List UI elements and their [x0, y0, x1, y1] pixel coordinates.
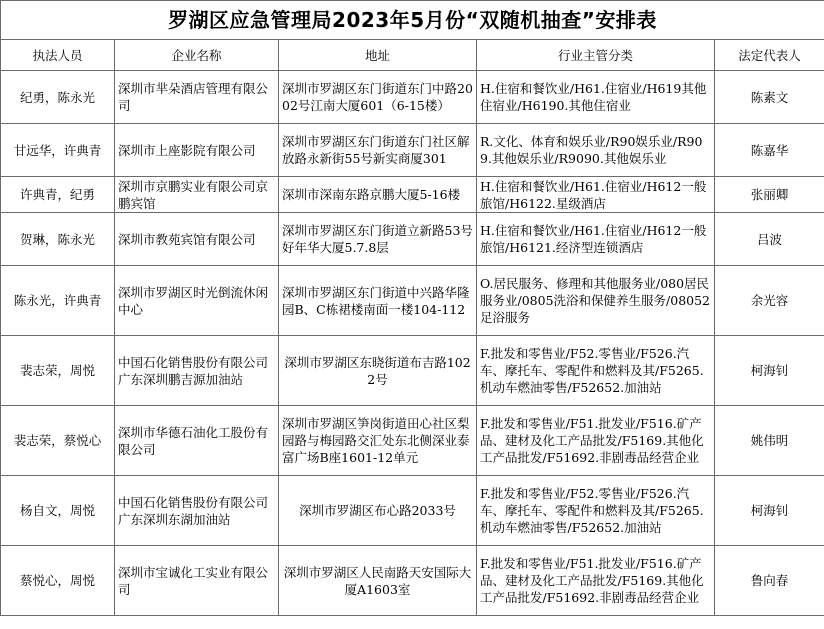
table-row [1, 476, 824, 546]
cell-address[interactable]: 深圳市罗湖区东门街道东门中路2002号江南大厦601（6-15楼） [279, 71, 477, 124]
cell-address[interactable]: 深圳市罗湖区东门街道中兴路华隆园B、C栋裙楼南面一楼104-112 [279, 266, 477, 336]
cell-company[interactable]: 深圳市芈朵酒店管理有限公司 [115, 71, 279, 124]
cell-industry[interactable]: F.批发和零售业/F51.批发业/F516.矿产品、建材及化工产品批发/F5169.其他化工产品批发/F51692.非剧毒品经营企业 [477, 406, 715, 476]
cell-company[interactable]: 中国石化销售股份有限公司广东深圳东湖加油站 [115, 476, 279, 546]
cell-industry[interactable]: R.文化、体育和娱乐业/R90娱乐业/R909.其他娱乐业/R9090.其他娱乐业 [477, 124, 715, 177]
cell-company[interactable]: 深圳市宝诚化工实业有限公司 [115, 546, 279, 616]
cell-legal-rep[interactable]: 鲁向春 [715, 546, 824, 616]
cell-company[interactable]: 深圳市京鹏实业有限公司京鹏宾馆 [115, 177, 279, 213]
cell-industry[interactable]: H.住宿和餐饮业/H61.住宿业/H612一般旅馆/H6122.星级酒店 [477, 177, 715, 213]
table-row [1, 266, 824, 336]
cell-address[interactable]: 深圳市罗湖区布心路2033号 [279, 476, 477, 546]
cell-company[interactable]: 深圳市教苑宾馆有限公司 [115, 213, 279, 266]
cell-officers[interactable]: 裴志荣，周悦 [1, 336, 115, 406]
cell-address[interactable]: 深圳市罗湖区人民南路天安国际大厦A1603室 [279, 546, 477, 616]
table-row [1, 124, 824, 177]
cell-officers[interactable]: 杨自文，周悦 [1, 476, 115, 546]
cell-address[interactable]: 深圳市罗湖区东门街道东门社区解放路永新街55号新实商厦301 [279, 124, 477, 177]
table-row [1, 406, 824, 476]
table-row [1, 177, 824, 213]
cell-industry[interactable]: H.住宿和餐饮业/H61.住宿业/H612一般旅馆/H6121.经济型连锁酒店 [477, 213, 715, 266]
header-company[interactable]: 企业名称 [115, 40, 279, 71]
cell-address[interactable]: 深圳市罗湖区东晓街道布吉路1022号 [279, 336, 477, 406]
cell-legal-rep[interactable]: 张丽卿 [715, 177, 824, 213]
header-legal-rep[interactable]: 法定代表人 [715, 40, 824, 71]
cell-legal-rep[interactable]: 陈嘉华 [715, 124, 824, 177]
cell-legal-rep[interactable]: 姚伟明 [715, 406, 824, 476]
cell-legal-rep[interactable]: 陈素文 [715, 71, 824, 124]
cell-industry[interactable]: F.批发和零售业/F51.批发业/F516.矿产品、建材及化工产品批发/F5169.其他化工产品批发/F51692.非剧毒品经营企业 [477, 546, 715, 616]
cell-officers[interactable]: 贺琳，陈永光 [1, 213, 115, 266]
cell-industry[interactable]: H.住宿和餐饮业/H61.住宿业/H619其他住宿业/H6190.其他住宿业 [477, 71, 715, 124]
cell-industry[interactable]: F.批发和零售业/F52.零售业/F526.汽车、摩托车、零配件和燃料及其/F5265.机动车燃油零售/F52652.加油站 [477, 336, 715, 406]
header-industry[interactable]: 行业主管分类 [477, 40, 715, 71]
cell-legal-rep[interactable]: 柯海钊 [715, 476, 824, 546]
cell-officers[interactable]: 蔡悦心，周悦 [1, 546, 115, 616]
cell-company[interactable]: 深圳市罗湖区时光倒流休闲中心 [115, 266, 279, 336]
cell-address[interactable]: 深圳市罗湖区东门街道立新路53号好年华大厦5.7.8层 [279, 213, 477, 266]
cell-officers[interactable]: 甘远华，许典青 [1, 124, 115, 177]
cell-industry[interactable]: F.批发和零售业/F52.零售业/F526.汽车、摩托车、零配件和燃料及其/F5265.机动车燃油零售/F52652.加油站 [477, 476, 715, 546]
cell-industry[interactable]: O.居民服务、修理和其他服务业/080居民服务业/0805洗浴和保健养生服务/08052足浴服务 [477, 266, 715, 336]
cell-officers[interactable]: 许典青，纪勇 [1, 177, 115, 213]
cell-address[interactable]: 深圳市罗湖区笋岗街道田心社区梨园路与梅园路交汇处东北侧深业泰富广场B座1601-12单元 [279, 406, 477, 476]
cell-officers[interactable]: 陈永光，许典青 [1, 266, 115, 336]
cell-legal-rep[interactable]: 吕波 [715, 213, 824, 266]
cell-legal-rep[interactable]: 柯海钊 [715, 336, 824, 406]
cell-company[interactable]: 深圳市上座影院有限公司 [115, 124, 279, 177]
header-address[interactable]: 地址 [279, 40, 477, 71]
table-row [1, 546, 824, 616]
cell-legal-rep[interactable]: 余光容 [715, 266, 824, 336]
cell-officers[interactable]: 纪勇，陈永光 [1, 71, 115, 124]
header-officers[interactable]: 执法人员 [1, 40, 115, 71]
cell-officers[interactable]: 裴志荣，蔡悦心 [1, 406, 115, 476]
cell-company[interactable]: 深圳市华德石油化工股份有限公司 [115, 406, 279, 476]
cell-company[interactable]: 中国石化销售股份有限公司广东深圳鹏吉源加油站 [115, 336, 279, 406]
cell-address[interactable]: 深圳市深南东路京鹏大厦5-16楼 [279, 177, 477, 213]
table-row [1, 71, 824, 124]
table-row [1, 336, 824, 406]
header-row [1, 40, 824, 71]
table-row [1, 213, 824, 266]
table-title[interactable]: 罗湖区应急管理局2023年5月份“双随机抽查”安排表 [1, 1, 824, 40]
